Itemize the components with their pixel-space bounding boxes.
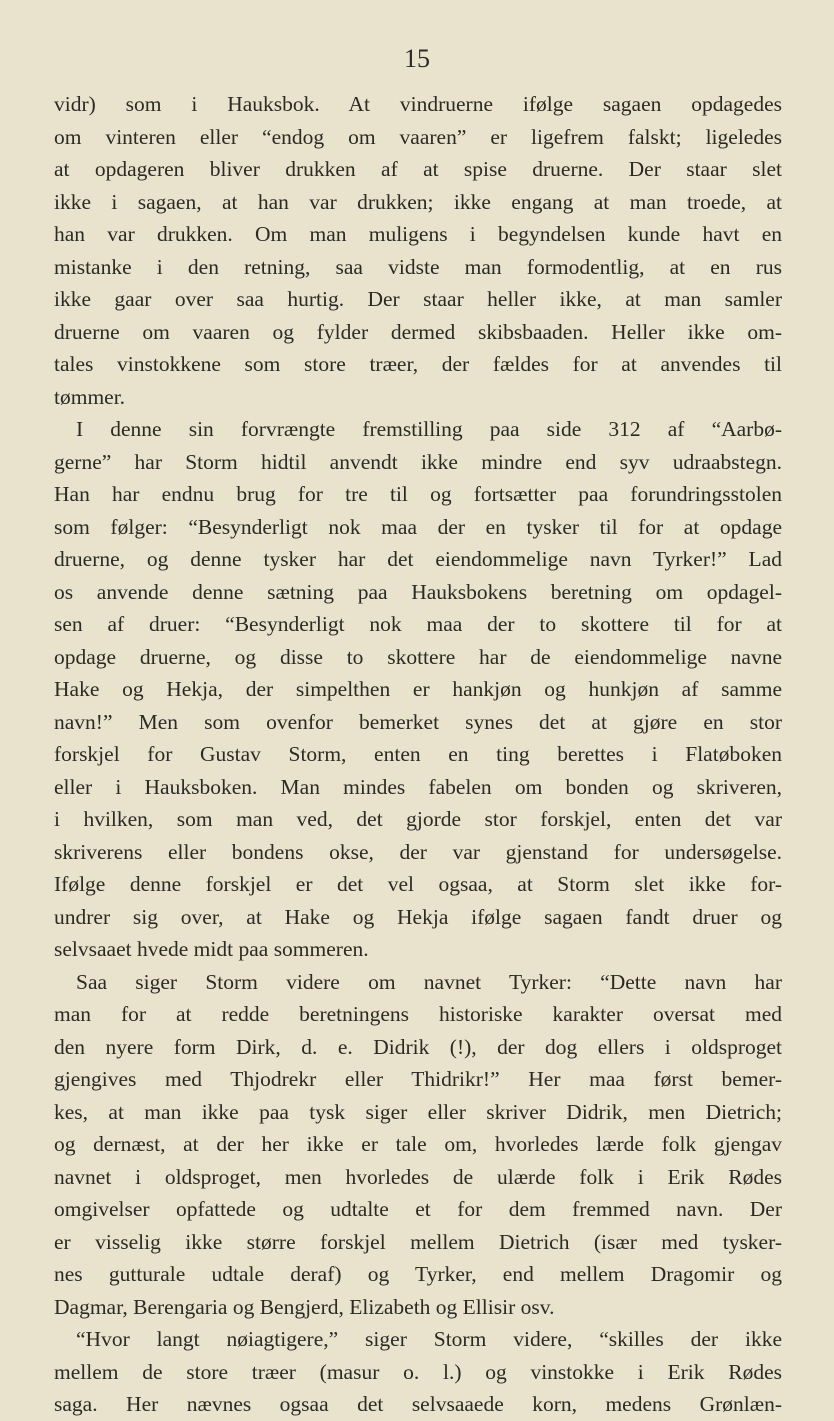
text-line: druerne om vaaren og fylder dermed skibsbaaden. Heller ikke om-	[54, 319, 782, 344]
text-line: gerne” har Storm hidtil anvendt ikke mindre end syv udraabstegn.	[54, 449, 782, 474]
text-line: selvsaaet hvede midt paa sommeren.	[54, 937, 369, 961]
text-line: sen af druer: “Besynderligt nok maa der to skottere til for at	[54, 612, 782, 636]
text-line: eller i Hauksboken. Man mindes fabelen om bonden og skriveren,	[54, 774, 782, 799]
text-line: tømmer.	[54, 384, 126, 409]
text-line: ikke gaar over saa hurtig. Der staar heller ikke, at man samler	[54, 287, 782, 311]
text-line: navnet i oldsproget, men hvorledes de ulærde folk i Erik Rødes	[54, 1164, 782, 1189]
text-line: kes, at man ikke paa tysk siger eller skriver Didrik, men Dietrich;	[54, 1099, 782, 1124]
text-line: vidr) som i Hauksbok. At vindruerne ifølge sagaen opdagedes	[54, 92, 782, 116]
text-line: saga. Her nævnes ogsaa det selvsaaede korn, medens Grønlæn-	[54, 1392, 782, 1416]
text-line: forskjel for Gustav Storm, enten en ting berettes i Flatøboken	[54, 742, 782, 766]
text-line: han var drukken. Om man muligens i begyndelsen kunde havt en	[54, 222, 782, 246]
text-line: i hvilken, som man ved, det gjorde stor forskjel, enten det var	[54, 807, 782, 831]
text-line: omgivelser opfattede og udtalte et for dem fremmed navn. Der	[54, 1197, 782, 1221]
body-text	[54, 88, 782, 1421]
text-line: opdage druerne, og disse to skottere har de eiendommelige navne	[54, 644, 782, 669]
text-line: navn!” Men som ovenfor bemerket synes det at gjøre en stor	[54, 709, 782, 734]
text-line: os anvende denne sætning paa Hauksbokens beretning om opdagel-	[54, 579, 782, 604]
page-number: 15	[404, 44, 430, 73]
text-line: Saa siger Storm videre om navnet Tyrker: “Dette navn har	[76, 969, 782, 994]
text-line: mellem de store træer (masur o. l.) og vinstokke i Erik Rødes	[54, 1359, 782, 1384]
text-line: om vinteren eller “endog om vaaren” er ligefrem falskt; ligeledes	[54, 124, 782, 149]
text-line: gjengives med Thjodrekr eller Thidrikr!” Her maa først bemer-	[54, 1067, 782, 1091]
text-line: Hake og Hekja, der simpelthen er hankjøn og hunkjøn af samme	[54, 677, 782, 701]
text-line: ikke i sagaen, at han var drukken; ikke engang at man troede, at	[54, 189, 782, 214]
text-line: mistanke i den retning, saa vidste man formodentlig, at en rus	[54, 254, 782, 279]
text-line: er visselig ikke større forskjel mellem Dietrich (især med tysker-	[54, 1229, 782, 1254]
text-line: Dagmar, Berengaria og Bengjerd, Elizabeth og Ellisir osv.	[54, 1294, 555, 1319]
text-line: I denne sin forvrængte fremstilling paa side 312 af “Aarbø-	[76, 417, 782, 441]
text-line: skriverens eller bondens okse, der var gjenstand for undersøgelse.	[54, 839, 782, 864]
text-line: druerne, og denne tysker har det eiendommelige navn Tyrker!” Lad	[54, 547, 782, 571]
text-line: nes gutturale udtale deraf) og Tyrker, end mellem Dragomir og	[54, 1262, 782, 1286]
text-line: tales vinstokkene som store træer, der fældes for at anvendes til	[54, 352, 782, 376]
text-line: “Hvor langt nøiagtigere,” siger Storm videre, “skilles der ikke	[76, 1327, 782, 1351]
text-line: og dernæst, at der her ikke er tale om, hvorledes lærde folk gjengav	[54, 1132, 782, 1156]
text-line: man for at redde beretningens historiske karakter oversat med	[54, 1002, 782, 1026]
text-line: Ifølge denne forskjel er det vel ogsaa, at Storm slet ikke for-	[54, 872, 782, 896]
text-line: undrer sig over, at Hake og Hekja ifølge sagaen fandt druer og	[54, 904, 782, 929]
text-line: som følger: “Besynderligt nok maa der en tysker til for at opdage	[54, 514, 782, 539]
text-line: den nyere form Dirk, d. e. Didrik (!), der dog ellers i oldsproget	[54, 1034, 782, 1059]
text-line: Han har endnu brug for tre til og fortsætter paa forundringsstolen	[54, 482, 782, 506]
text-line: at opdageren bliver drukken af at spise druerne. Der staar slet	[54, 157, 782, 181]
